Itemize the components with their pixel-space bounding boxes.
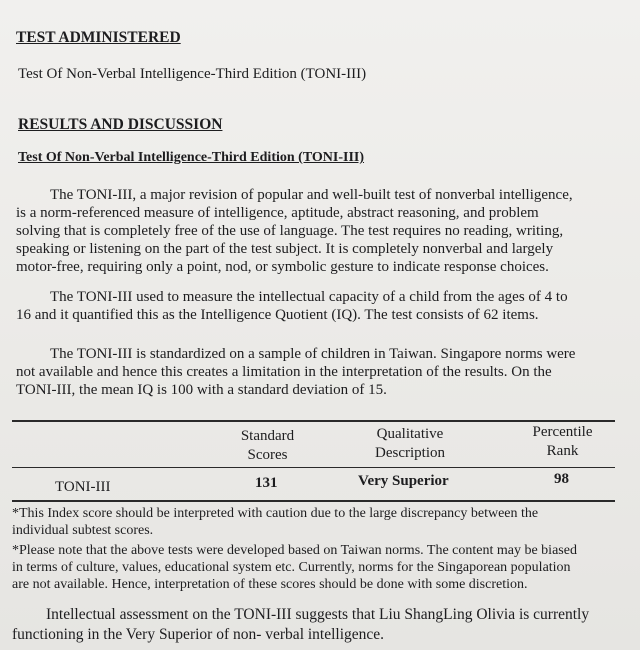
paragraph-line: Intellectual assessment on the TONI-III suggests that Liu ShangLing Olivia is currently xyxy=(46,606,590,623)
section-heading-results: RESULTS AND DISCUSSION xyxy=(18,116,223,133)
table-bottom-rule xyxy=(12,500,615,502)
paragraph-line: functioning in the Very Superior of non- verbal intelligence. xyxy=(12,626,385,643)
table-top-rule xyxy=(12,420,615,422)
paragraph-conclusion xyxy=(12,605,622,645)
section-heading-test-administered: TEST ADMINISTERED xyxy=(16,29,181,46)
note-line: in terms of culture, values, educational system etc. Currently, norms for the Singaporean population xyxy=(12,560,571,575)
section-subheading-toni: Test Of Non-Verbal Intelligence-Third Edition (TONI-III) xyxy=(18,150,365,165)
note-line: *Please note that the above tests were developed based on Taiwan norms. The content may be biased xyxy=(12,543,577,558)
header-percentile-rank xyxy=(515,423,610,461)
header-qualitative-description xyxy=(355,425,465,463)
header-standard-scores xyxy=(220,427,315,465)
header-line: Standard xyxy=(240,428,295,444)
header-line: Scores xyxy=(247,447,288,463)
note-taiwan-norms xyxy=(12,542,632,593)
paragraph-line: not available and hence this creates a limitation in the interpretation of the results. On the xyxy=(16,364,552,380)
paragraph-capacity xyxy=(16,288,626,324)
note-line: *This Index score should be interpreted with caution due to the large discrepancy between the xyxy=(12,506,539,521)
table-row-standard-score: 131 xyxy=(255,475,278,491)
paragraph-line: The TONI-III, a major revision of popular and well-built test of nonverbal intelligence, xyxy=(50,187,573,203)
table-header-rule xyxy=(12,467,615,468)
note-line: are not available. Hence, interpretation of these scores should be done with some discretion. xyxy=(12,577,528,592)
paragraph-line: The TONI-III used to measure the intellectual capacity of a child from the ages of 4 to xyxy=(50,289,568,305)
paragraph-line: TONI-III, the mean IQ is 100 with a standard deviation of 15. xyxy=(16,382,387,398)
paragraph-description xyxy=(16,186,626,276)
paragraph-line: motor-free, requiring only a point, nod, or symbolic gesture to indicate response choices. xyxy=(16,259,549,275)
header-line: Rank xyxy=(546,443,579,459)
paragraph-line: 16 and it quantified this as the Intelligence Quotient (IQ). The test consists of 62 items. xyxy=(16,307,539,323)
header-line: Qualitative xyxy=(376,426,444,442)
header-line: Percentile xyxy=(532,424,593,440)
paragraph-line: The TONI-III is standardized on a sample of children in Taiwan. Singapore norms were xyxy=(50,346,576,362)
paragraph-line: speaking or listening on the part of the test subject. It is completely nonverbal and largely xyxy=(16,241,554,257)
table-row-qualitative: Very Superior xyxy=(358,473,449,489)
table-row-test: TONI-III xyxy=(55,479,111,495)
table-row-percentile: 98 xyxy=(554,471,569,487)
paragraph-line: solving that is completely free of the use of language. The test requires no reading, writing, xyxy=(16,223,564,239)
paragraph-norms xyxy=(16,345,626,399)
paragraph-line: is a norm-referenced measure of intelligence, aptitude, abstract reasoning, and problem xyxy=(16,205,539,221)
note-caution xyxy=(12,505,632,539)
test-name: Test Of Non-Verbal Intelligence-Third Edition (TONI-III) xyxy=(18,66,367,82)
note-line: individual subtest scores. xyxy=(12,523,154,538)
header-line: Description xyxy=(375,445,445,461)
